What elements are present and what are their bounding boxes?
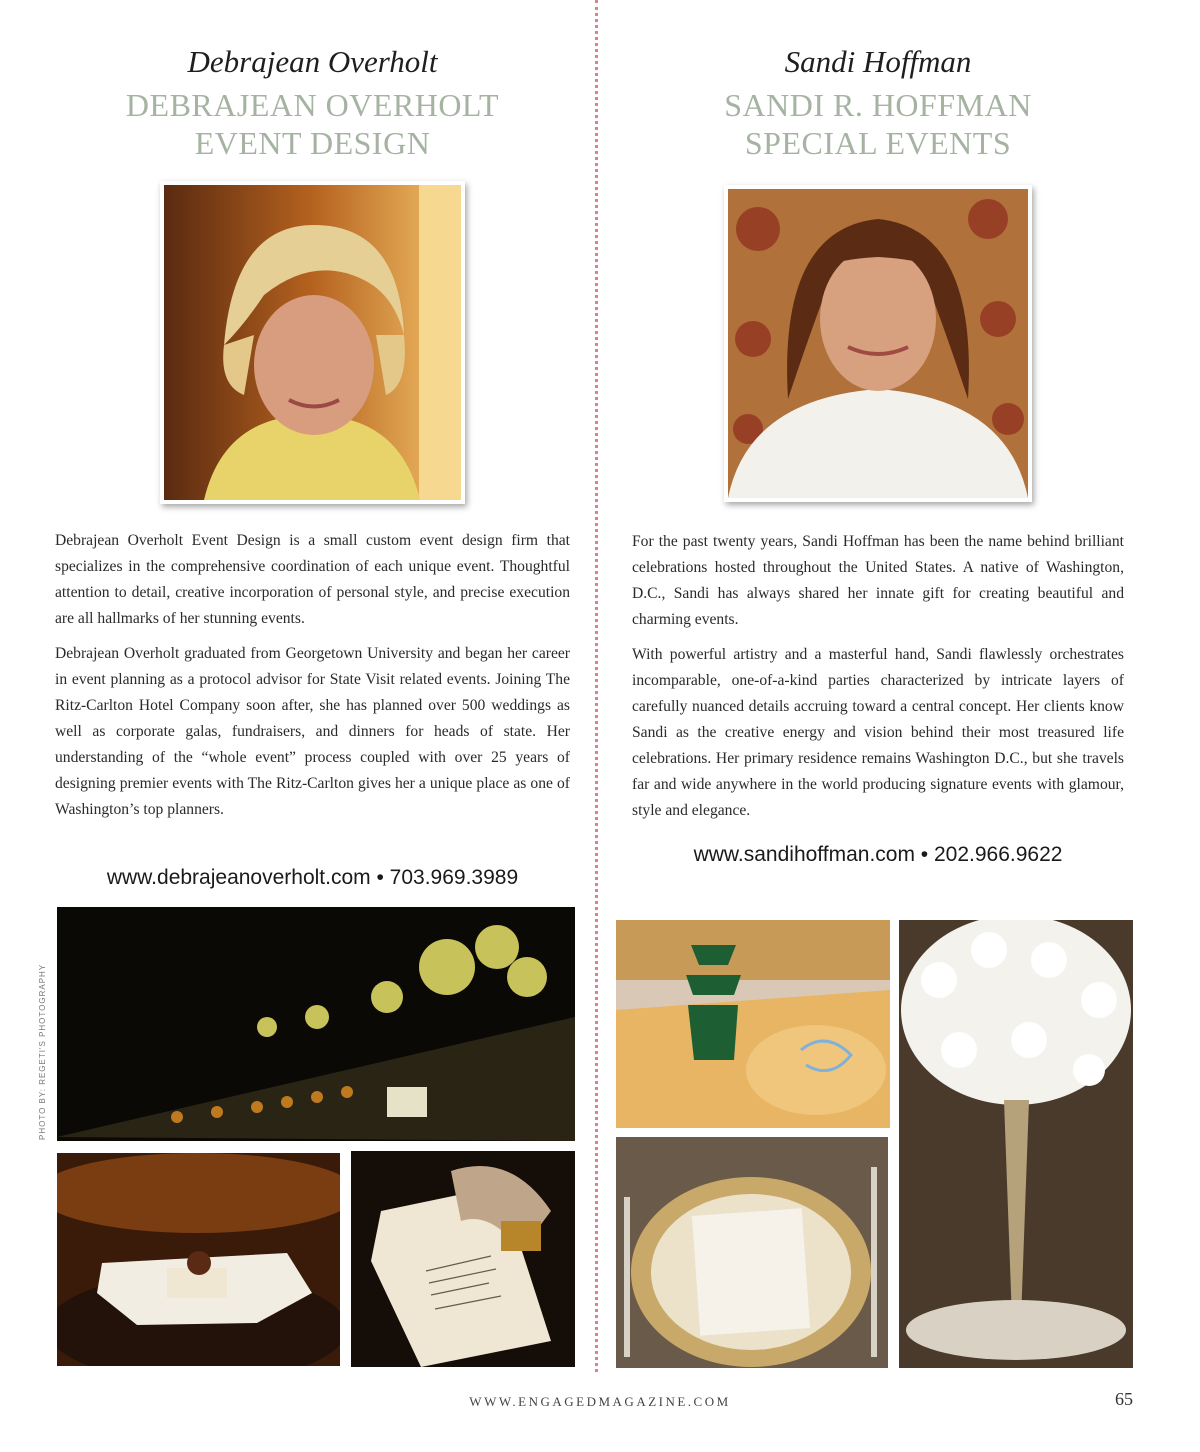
column-divider — [595, 0, 598, 1372]
planner-signature: Sandi Hoffman — [784, 44, 972, 79]
photo-credit: PHOTO BY: REGETI'S PHOTOGRAPHY — [38, 963, 47, 1140]
bio-paragraph: For the past twenty years, Sandi Hoffman has been the name behind brilliant celebrations hosted throughout the United States. A native of Washington, D.C., Sandi has always shared her innate gift for creating beautiful and charming events. — [632, 533, 1124, 628]
footer-url: WWW.ENGAGEDMAGAZINE.COM — [469, 1394, 731, 1409]
event-photo-orchid-centerpiece — [899, 920, 1133, 1368]
event-photo-place-setting — [616, 1137, 888, 1368]
portrait-photo — [724, 185, 1032, 502]
planner-signature: Debrajean Overholt — [187, 44, 438, 79]
company-name-line2: EVENT DESIGN — [194, 125, 431, 161]
company-name-line2: SPECIAL EVENTS — [744, 125, 1012, 161]
page-number: 65 — [1115, 1389, 1133, 1409]
company-name-line1: SANDI R. HOFFMAN — [724, 87, 1032, 123]
contact-line: www.debrajeanoverholt.com • 703.969.3989 — [106, 866, 519, 889]
bio-paragraph: Debrajean Overholt graduated from Georgetown University and began her career in event planning as a protocol advisor for State Visit related events. Joining The Ritz-Carlton Hotel Company soon after, she has planned over 500 weddings as well as corporate galas, fundraisers, and dinners for heads of state. Her understanding of the “whole event” process coupled with over 25 years of designing premier events with The Ritz-Carlton gives her a unique place as one of Washington’s top planners. — [55, 645, 570, 818]
portrait-photo — [160, 181, 465, 504]
event-photo-table-setting — [57, 907, 575, 1141]
bio-paragraph: Debrajean Overholt Event Design is a small custom event design firm that specializes in the comprehensive coordination of each unique event. Thoughtful attention to detail, creative incorporation of personal style, and precise execution are all hallmarks of her stunning events. — [55, 532, 570, 627]
event-photo-pagoda-napkin — [616, 920, 890, 1128]
bio-text — [55, 528, 570, 832]
bio-paragraph: With powerful artistry and a masterful hand, Sandi flawlessly orchestrates incomparable, one-of-a-kind parties characterized by intricate layers of carefully nuanced details accruing toward a central concept. Her clients know Sandi as the creative energy and vision behind their most treasured life celebrations. Her primary residence remains Washington D.C., but she travels far and wide anywhere in the world producing signature events with glamour, style and elegance. — [632, 646, 1124, 819]
event-photo-plated-dish — [57, 1153, 340, 1366]
company-name-line1: DEBRAJEAN OVERHOLT — [125, 87, 500, 123]
bio-text — [632, 529, 1124, 833]
contact-line: www.sandihoffman.com • 202.966.9622 — [693, 843, 1063, 866]
event-photo-menu-card — [351, 1151, 575, 1367]
